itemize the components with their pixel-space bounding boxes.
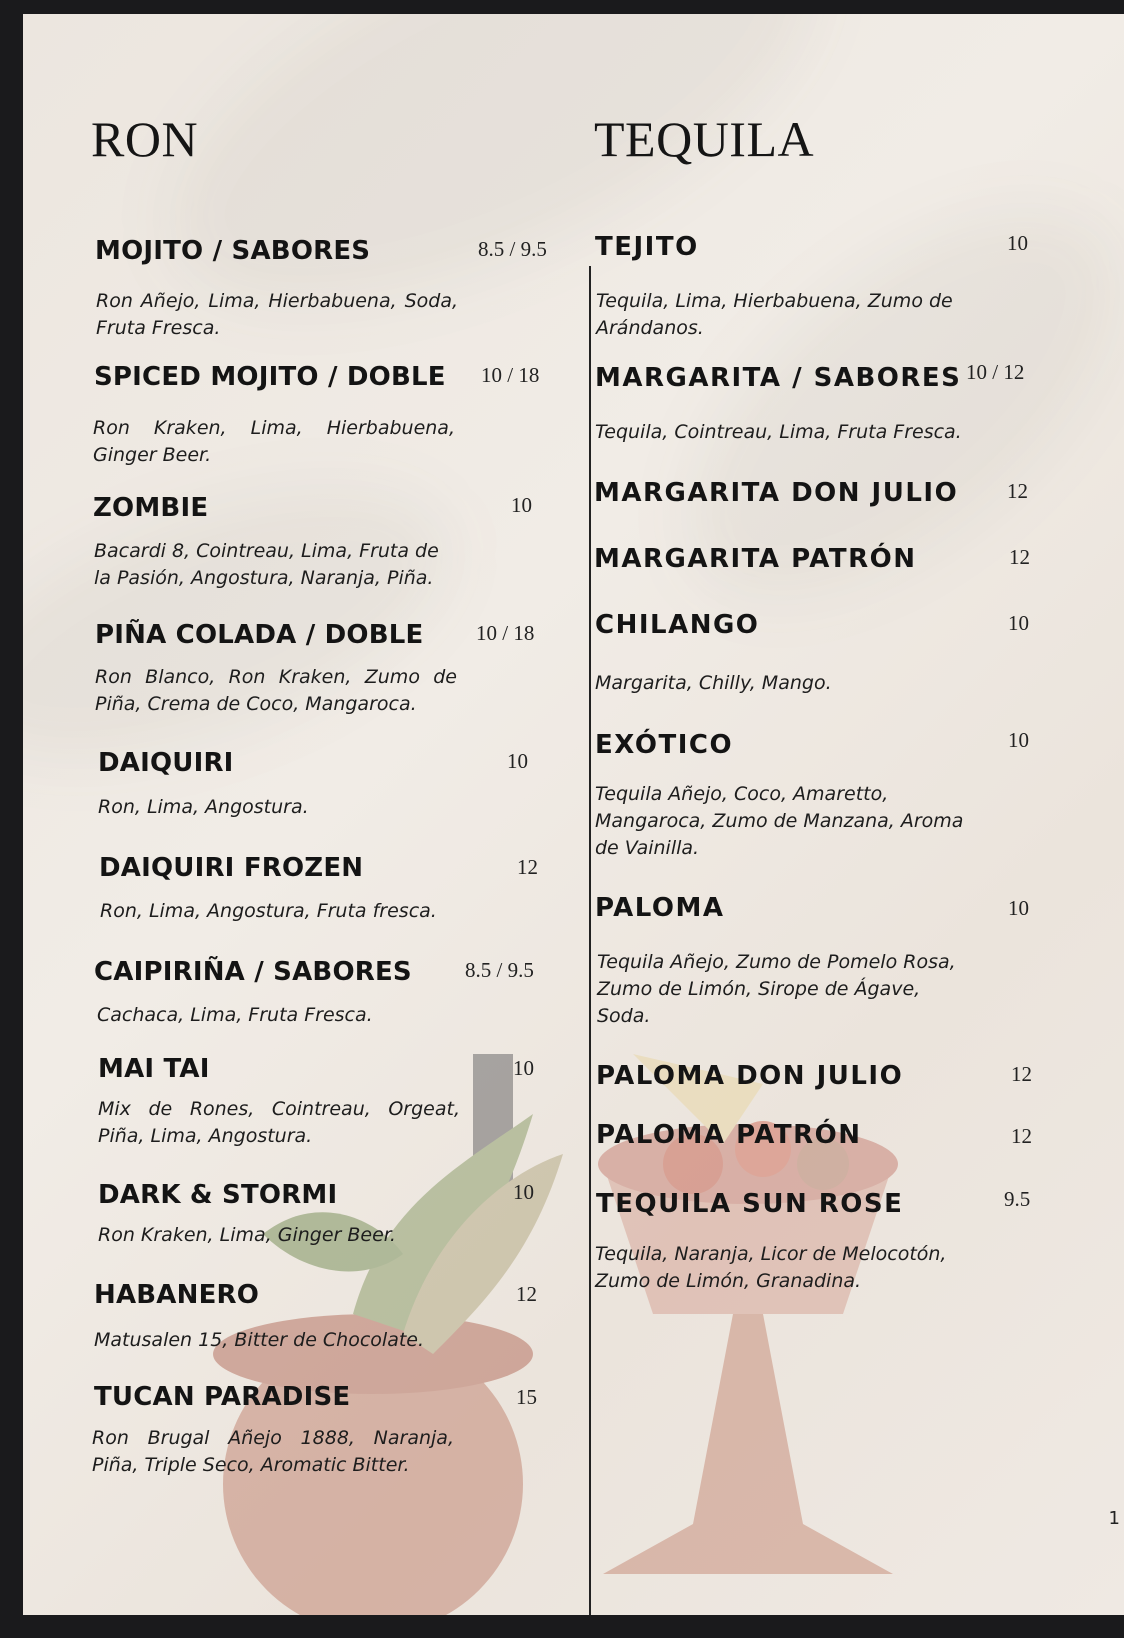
menu-item-description: Ron Añejo, Lima, Hierbabuena, Soda, Fruta Fresca. bbox=[96, 290, 458, 339]
menu-item-description: Tequila, Lima, Hierbabuena, Zumo de Arándanos. bbox=[596, 290, 953, 339]
menu-item-description: Mix de Rones, Cointreau, Orgeat, Piña, Lima, Angostura. bbox=[98, 1098, 460, 1147]
menu-item-description: Matusalen 15, Bitter de Chocolate. bbox=[94, 1329, 425, 1351]
menu-item-name: DARK & STORMI bbox=[98, 1180, 338, 1210]
menu-item-name: TUCAN PARADISE bbox=[94, 1382, 351, 1412]
menu-item-name: EXÓTICO bbox=[595, 730, 734, 760]
menu-item-price: 10 bbox=[513, 1056, 534, 1080]
menu-item-name: HABANERO bbox=[94, 1280, 260, 1310]
menu-item-price: 12 bbox=[1009, 545, 1030, 569]
menu-item-name: TEQUILA SUN ROSE bbox=[596, 1189, 904, 1219]
menu-item-price: 10 / 12 bbox=[966, 360, 1025, 384]
menu-item-price: 12 bbox=[1007, 479, 1028, 503]
menu-item-description: Ron Kraken, Lima, Hierbabuena, Ginger Beer. bbox=[93, 417, 455, 466]
menu-item-price: 8.5 / 9.5 bbox=[478, 237, 547, 261]
menu-item-price: 10 bbox=[513, 1180, 534, 1204]
menu-item-description: Margarita, Chilly, Mango. bbox=[595, 672, 832, 694]
menu-item-description: Ron Blanco, Ron Kraken, Zumo de Piña, Crema de Coco, Mangaroca. bbox=[95, 666, 457, 715]
menu-item-price: 10 bbox=[1008, 728, 1029, 752]
menu-item-name: PALOMA PATRÓN bbox=[596, 1120, 862, 1150]
menu-item-description: Cachaca, Lima, Fruta Fresca. bbox=[97, 1004, 373, 1026]
menu-item-name: MOJITO / SABORES bbox=[95, 236, 371, 266]
menu-item-name: PIÑA COLADA / DOBLE bbox=[95, 620, 424, 650]
menu-item-description: Ron, Lima, Angostura. bbox=[98, 796, 309, 818]
menu-item-description: Tequila, Naranja, Licor de Melocotón, Zumo de Limón, Granadina. bbox=[595, 1243, 947, 1292]
menu-item-description: Ron Kraken, Lima, Ginger Beer. bbox=[98, 1224, 396, 1246]
menu-item-name: SPICED MOJITO / DOBLE bbox=[94, 362, 446, 392]
menu-item-price: 10 bbox=[1008, 896, 1029, 920]
menu-page bbox=[23, 14, 1124, 1615]
section-title-ron: RON bbox=[91, 111, 199, 167]
column-divider bbox=[589, 266, 591, 1615]
menu-item-description: Tequila Añejo, Coco, Amaretto, Mangaroca, Zumo de Manzana, Aroma de Vainilla. bbox=[595, 783, 964, 859]
menu-item-name: CAIPIRIÑA / SABORES bbox=[94, 957, 412, 987]
menu-item-price: 10 / 18 bbox=[476, 621, 535, 645]
menu-item-description: Bacardi 8, Cointreau, Lima, Fruta de la Pasión, Angostura, Naranja, Piña. bbox=[94, 540, 439, 589]
menu-item-name: MAI TAI bbox=[98, 1054, 210, 1084]
page-number: 1 bbox=[1108, 1508, 1120, 1529]
menu-item-name: TEJITO bbox=[595, 232, 699, 262]
menu-item-name: ZOMBIE bbox=[93, 493, 209, 523]
menu-item-price: 12 bbox=[516, 1282, 537, 1306]
menu-item-price: 10 bbox=[1008, 611, 1029, 635]
menu-item-price: 12 bbox=[1011, 1124, 1032, 1148]
menu-item-price: 10 bbox=[1007, 231, 1028, 255]
menu-item-name: DAIQUIRI bbox=[98, 748, 234, 778]
shadow-decoration bbox=[620, 137, 1124, 670]
menu-item-description: Ron Brugal Añejo 1888, Naranja, Piña, Triple Seco, Aromatic Bitter. bbox=[92, 1427, 454, 1476]
menu-item-price: 8.5 / 9.5 bbox=[465, 958, 534, 982]
menu-item-name: DAIQUIRI FROZEN bbox=[99, 853, 364, 883]
menu-item-name: MARGARITA PATRÓN bbox=[594, 544, 917, 574]
section-title-tequila: TEQUILA bbox=[594, 111, 815, 167]
menu-item-price: 10 / 18 bbox=[481, 363, 540, 387]
menu-item-price: 12 bbox=[517, 855, 538, 879]
menu-item-name: PALOMA bbox=[595, 893, 725, 923]
menu-item-name: MARGARITA / SABORES bbox=[595, 363, 962, 393]
menu-item-price: 9.5 bbox=[1004, 1187, 1031, 1211]
menu-item-price: 10 bbox=[507, 749, 528, 773]
menu-item-name: PALOMA DON JULIO bbox=[596, 1061, 904, 1091]
menu-item-price: 12 bbox=[1011, 1062, 1032, 1086]
menu-item-name: CHILANGO bbox=[595, 610, 760, 640]
menu-item-description: Ron, Lima, Angostura, Fruta fresca. bbox=[100, 900, 437, 922]
menu-item-description: Tequila, Cointreau, Lima, Fruta Fresca. bbox=[595, 421, 962, 443]
menu-item-name: MARGARITA DON JULIO bbox=[594, 478, 959, 508]
menu-item-price: 10 bbox=[511, 493, 532, 517]
menu-item-description: Tequila Añejo, Zumo de Pomelo Rosa, Zumo de Limón, Sirope de Ágave, Soda. bbox=[597, 951, 956, 1027]
menu-item-price: 15 bbox=[516, 1385, 537, 1409]
